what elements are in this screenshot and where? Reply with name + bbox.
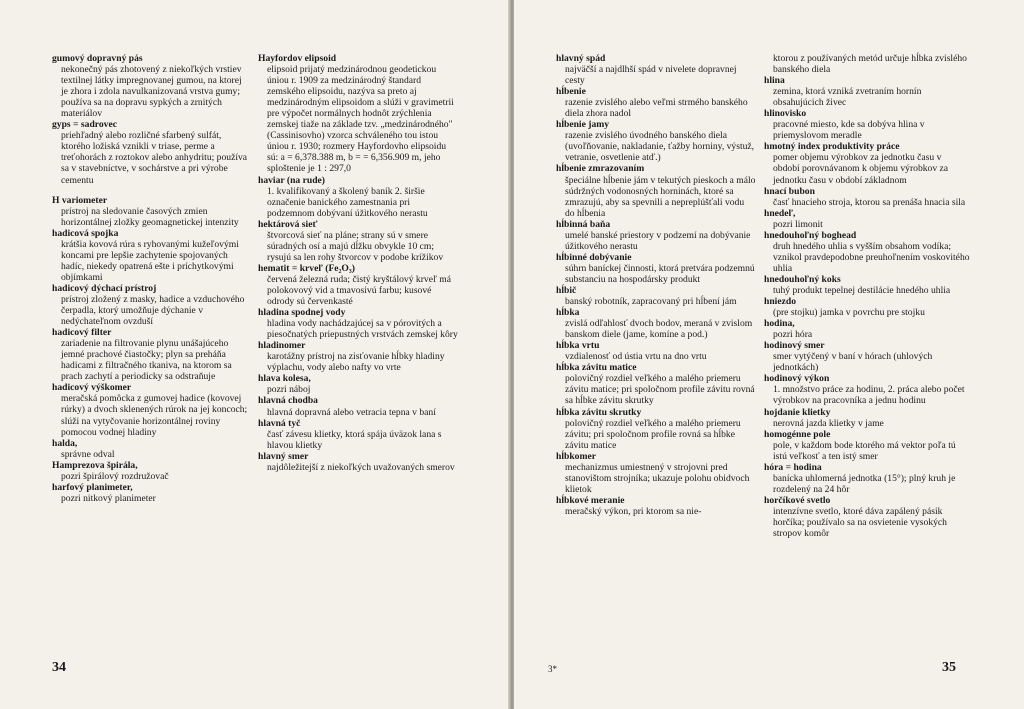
glossary-entry xyxy=(764,462,970,495)
entry-definition: 1. kvalifikovaný a školený baník 2. širšie označenie banického zamestnania pri podzemnom dobývaní úžitkového nerastu xyxy=(267,185,428,219)
entry-definition: červená železná ruda; čistý kryštálový krveľ má polokovový vid a tmavosivú farbu; kusové odrody sú červenkasté xyxy=(267,273,451,308)
glossary-entry xyxy=(52,283,248,327)
entry-definition: najdôležitejší z niekoľkých uvažovaných smerov xyxy=(267,461,455,473)
entry-term: Hamprezova špirála, xyxy=(52,459,138,471)
entry-definition: elipsoid prijatý medzinárodnou geodetickou úniou r. 1909 za medzinárodný štandard zemského elipsoidu, nazýva sa preto aj medzinárodným elipsoidom a slúži v gravimetrii pre výpočet normálnych hodnôt zrýchlenia zemskej tiaže na základe tzv. „medzinárodného" (Cassinisovho) vzorca schváleného tou istou úniou r. 1930; rozmery Hayfordovho elipsoidu sú: a = 6,378.388 m, b = = 6,356.909 m, jeho sploštenie je 1 : 297,0 xyxy=(267,64,454,175)
entry-definition: mechanizmus umiestnený v strojovni pred stanovištom strojníka; ukazuje polohu obidvoch klietok xyxy=(565,461,750,495)
glossary-entry xyxy=(556,451,756,495)
entry-definition: prístroj na sledovanie časových zmien horizontálnej zložky geomagnetickej intenzity xyxy=(61,205,239,228)
entry-definition: nerovná jazda klietky v jame xyxy=(773,417,884,429)
glossary-entry xyxy=(556,495,756,517)
glossary-entry xyxy=(764,230,970,274)
entry-term: hlavná chodba xyxy=(258,395,318,407)
entry-definition: ktorou z používaných metód určuje hĺbka zvislého banského diela xyxy=(773,53,967,76)
entry-definition: vzdialenosť od ústia vrtu na dno vrtu xyxy=(565,351,707,363)
page-number-left: 34 xyxy=(52,660,66,675)
entry-term: hnedouhoľný boghead xyxy=(764,229,857,241)
entry-definition: intenzívne svetlo, ktoré dáva zapálený pásik horčíka; používalo sa na osvietenie vysokých stropov komôr xyxy=(773,505,947,540)
glossary-entry xyxy=(258,418,458,451)
entry-term: hĺbkové meranie xyxy=(556,494,625,506)
glossary-entry xyxy=(556,219,756,252)
entry-term: hĺbič xyxy=(556,284,577,296)
glossary-entry xyxy=(764,407,970,429)
entry-definition: časť závesu klietky, ktorá spája úväzok lana s hlavou klietky xyxy=(267,428,442,451)
glossary-entry xyxy=(258,175,458,219)
entry-definition: meračská pomôcka z gumovej hadice (kovovej rúrky) a dvoch sklenených rúrok na jej koncoch; slúži na vytyčovanie horizontálnej roviny pomocou vodnej hladiny xyxy=(61,393,248,438)
entry-term: haviar (na rude) xyxy=(258,174,325,186)
entry-definition: priehľadný alebo rozličné sfarbený sulfát, ktorého ložiská vznikli v triase, perme a treťohorách z roztokov alebo anhydritu; používa sa v stavebníctve, v sochárstve a pri výrobe cementu xyxy=(61,130,248,186)
entry-term: harfový planimeter, xyxy=(52,481,133,493)
entry-term: hektárová sieť xyxy=(258,218,318,230)
entry-term: hladina spodnej vody xyxy=(258,307,346,319)
entry-term: hnací bubon xyxy=(764,185,815,197)
entry-definition: prístroj zložený z masky, hadice a vzduchového čerpadla, ktorý umožňuje dýchanie v nedýchateľnom ovzduší xyxy=(61,293,245,328)
entry-definition: 1. množstvo práce za hodinu, 2. práca alebo počet výrobkov na pracovníka a jednu hodinu xyxy=(773,384,965,407)
glossary-entry xyxy=(556,163,756,218)
entry-definition: pole, v každom bode ktorého má vektor poľa tú istú veľkosť a ten istý smer xyxy=(773,439,956,462)
entry-definition: zemina, ktorá vzniká zvetraním hornín obsahujúcich živec xyxy=(773,86,922,109)
glossary-entry xyxy=(258,53,458,175)
glossary-entry xyxy=(556,252,756,285)
entry-definition: umelé banské priestory v podzemí na dobývanie úžitkového nerastu xyxy=(565,229,751,252)
entry-definition: pracovné miesto, kde sa dobýva hlina v priemyslovom meradle xyxy=(773,119,925,142)
entry-term: hĺbinná baňa xyxy=(556,218,611,230)
glossary-entry xyxy=(52,460,248,482)
glossary-entry xyxy=(764,75,970,108)
left-page xyxy=(0,0,510,709)
entry-term: H variometer xyxy=(52,194,108,206)
entry-definition: pozri hóra xyxy=(773,329,813,341)
entry-definition: (pre stojku) jamka v povrchu pre stojku xyxy=(773,307,925,319)
entry-definition: banský robotník, zapracovaný pri hĺbení jám xyxy=(565,296,737,308)
right-page xyxy=(514,0,1024,709)
entry-definition: banícka uhlomerná jednotka (15°); plný kruh je rozdelený na 24 hôr xyxy=(773,472,956,495)
entry-definition: karotážny prístroj na zisťovanie hĺbky hladiny výplachu, vody alebo nafty vo vrte xyxy=(267,351,445,374)
glossary-entry xyxy=(556,340,756,362)
glossary-entry xyxy=(764,318,970,340)
glossary-entry xyxy=(258,307,458,340)
glossary-entry xyxy=(52,53,248,119)
glossary-entry xyxy=(764,208,970,230)
right-page-column-1 xyxy=(556,53,756,517)
entry-term: hĺbinné dobývanie xyxy=(556,251,632,263)
entry-term: hĺbka závitu skrutky xyxy=(556,406,642,418)
entry-term: hadicový výškomer xyxy=(52,382,132,394)
signature-mark: 3* xyxy=(548,664,557,674)
entry-term: hlinovisko xyxy=(764,108,807,120)
entry-term: Hayfordov elipsoid xyxy=(258,53,337,64)
entry-definition: časť hnacieho stroja, ktorou sa prenáša hnacia sila xyxy=(773,196,966,208)
entry-term: hlavná tyč xyxy=(258,417,301,429)
entry-term: gumový dopravný pás xyxy=(52,53,143,64)
entry-term: hojdanie klietky xyxy=(764,406,831,418)
entry-definition: štvorcová sieť na pláne; strany sú v smere súradných osí a majú dĺžku obvykle 10 cm; rysujú sa len rohy štvorcov v podobe krížikov xyxy=(267,229,444,263)
entry-term: hlava kolesa, xyxy=(258,373,311,385)
entry-term: hĺbka vrtu xyxy=(556,340,600,352)
glossary-entry xyxy=(556,53,756,86)
entry-definition: hladina vody nachádzajúcej sa v pórovitých a piesočnatých priepustných vrstvách zemskej kôry xyxy=(267,318,458,341)
entry-term: hadicový filter xyxy=(52,327,112,339)
glossary-entry xyxy=(764,296,970,318)
entry-term: hĺbenie xyxy=(556,86,586,98)
glossary-entry xyxy=(764,141,970,185)
entry-term: halda, xyxy=(52,437,78,449)
entry-definition: smer vytýčený v baní v hórach (uhlových jednotkách) xyxy=(773,351,933,374)
glossary-entry xyxy=(258,373,458,395)
entry-definition: tuhý produkt tepelnej destilácie hnedého uhlia xyxy=(773,284,951,296)
entry-term: hlina xyxy=(764,75,785,87)
entry-term: hnedeľ, xyxy=(764,207,796,219)
entry-definition: hlavná dopravná alebo vetracia tepna v baní xyxy=(267,406,436,418)
entry-term: hĺbkomer xyxy=(556,450,596,462)
glossary-entry xyxy=(52,438,248,460)
entry-term: hlavný smer xyxy=(258,450,309,462)
glossary-entry xyxy=(52,327,248,382)
entry-definition: zariadenie na filtrovanie plynu unášajúceho jemné prachové čiastočky; plyn sa preháňa hadicami z filtračného tkaniva, na ktorom sa prach zachytí a periodicky sa odstraňuje xyxy=(61,338,232,383)
entry-term: hnedouhoľný koks xyxy=(764,273,841,285)
entry-definition: súhrn baníckej činnosti, ktorá pretvára podzemnú substanciu na hospodársky produkt xyxy=(565,262,755,285)
entry-definition: pozri limonit xyxy=(773,218,823,230)
entry-term: hodinový smer xyxy=(764,340,825,352)
glossary-entry xyxy=(556,86,756,119)
entry-term: hodina, xyxy=(764,318,795,330)
entry-term: horčíkové svetlo xyxy=(764,494,831,506)
entry-term: hadicová spojka xyxy=(52,227,119,239)
entry-term: homogénne pole xyxy=(764,428,831,440)
glossary-entry xyxy=(52,228,248,283)
entry-definition: druh hnedého uhlia s vyšším obsahom vodíka; vznikol pravdepodobne preuhoľnením voskovitého uhlia xyxy=(773,240,970,274)
right-page-column-2 xyxy=(764,53,970,539)
entry-term: hĺbka xyxy=(556,307,580,319)
glossary-entry xyxy=(764,340,970,373)
entry-definition: krátšia kovová rúra s ryhovanými kužeľovými koncami pre lepšie zachytenie spojovaných hadíc, niekedy opatrená ešte i príchytkovými objímkami xyxy=(61,238,239,283)
page-number-right: 35 xyxy=(942,660,956,675)
entry-definition: pomer objemu výrobkov za jednotku času v období porovnávanom k objemu výrobkov za jednotku času v období základnom xyxy=(773,152,949,186)
glossary-entry xyxy=(764,274,970,296)
glossary-entry xyxy=(556,285,756,307)
entry-definition: špeciálne hĺbenie jám v tekutých pieskoch a málo súdržných vodonosných horninách, ktoré sa zmrazujú, aby sa spevnili a nepreplúšťali vodu do hĺbenia xyxy=(565,174,756,219)
left-page-column-1 xyxy=(52,53,248,504)
entry-definition: polovičný rozdiel veľkého a malého priemeru závitu; pri spoločnom profile rovná sa hĺbke závitu matice xyxy=(565,417,741,451)
glossary-entry xyxy=(764,108,970,141)
entry-term: hadicový dýchací prístroj xyxy=(52,282,157,294)
glossary-entry xyxy=(258,340,458,373)
entry-definition: správne odval xyxy=(61,448,115,460)
entry-term: hĺbka závitu matice xyxy=(556,362,637,374)
entry-definition: polovičný rozdiel veľkého a malého priemeru závitu matice; pri spoločnom profile závitu rovná sa hĺbke závitu skrutky xyxy=(565,373,755,407)
glossary-entry xyxy=(258,451,458,473)
entry-term: hmotný index produktivity práce xyxy=(764,141,900,153)
entry-term: hĺbenie jamy xyxy=(556,119,610,131)
entry-definition: nekonečný pás zhotovený z niekoľkých vrstiev textilnej látky impregnovanej gumou, na ktorej je zhora i zdola navulkanizovaná vrstva gumy; používa sa na dopravu sypkých a zrnitých materiálov xyxy=(61,64,242,120)
entry-definition: pozri špirálový rozdružovač xyxy=(61,470,169,482)
glossary-entry xyxy=(556,119,756,163)
entry-term: hniezdo xyxy=(764,296,796,308)
glossary-entry xyxy=(52,482,248,504)
glossary-entry xyxy=(258,263,458,307)
entry-term: hlavný spád xyxy=(556,53,606,64)
entry-term: hematit = krveľ (Fe₂O₃) xyxy=(258,262,355,274)
entry-definition: pozri nitkový planimeter xyxy=(61,492,156,504)
glossary-entry xyxy=(52,119,248,185)
entry-definition: razenie zvislého úvodného banského diela (uvoľňovanie, nakladanie, ťažby horniny, výstuž, vetranie, osvetlenie atď.) xyxy=(565,130,755,164)
glossary-entry xyxy=(258,395,458,417)
entry-definition: pozri náboj xyxy=(267,384,311,396)
glossary-entry xyxy=(52,382,248,437)
glossary-entry xyxy=(764,495,970,539)
glossary-entry xyxy=(556,407,756,451)
entry-definition: razenie zvislého alebo veľmi strmého banského diela zhora nadol xyxy=(565,97,748,120)
entry-gap xyxy=(52,186,248,195)
entry-term: hodinový výkon xyxy=(764,373,830,385)
left-page-column-2 xyxy=(258,53,458,473)
glossary-entry xyxy=(764,429,970,462)
glossary-entry xyxy=(764,53,970,75)
entry-definition: meračský výkon, pri ktorom sa nie- xyxy=(565,505,702,517)
entry-term: gyps = sadrovec xyxy=(52,119,117,131)
entry-definition: zvislá odľahlosť dvoch bodov, meraná v zvislom banskom diele (jame, komíne a pod.) xyxy=(565,318,753,341)
glossary-entry xyxy=(556,307,756,340)
entry-definition: najväčší a najdlhší spád v nivelete dopravnej cesty xyxy=(565,64,737,87)
glossary-entry xyxy=(764,186,970,208)
glossary-entry xyxy=(52,195,248,228)
glossary-entry xyxy=(556,362,756,406)
entry-term: hladinomer xyxy=(258,340,306,352)
entry-term: hĺbenie zmrazovaním xyxy=(556,163,645,175)
glossary-entry xyxy=(764,373,970,406)
entry-term: hóra = hodina xyxy=(764,461,822,473)
glossary-entry xyxy=(258,219,458,263)
